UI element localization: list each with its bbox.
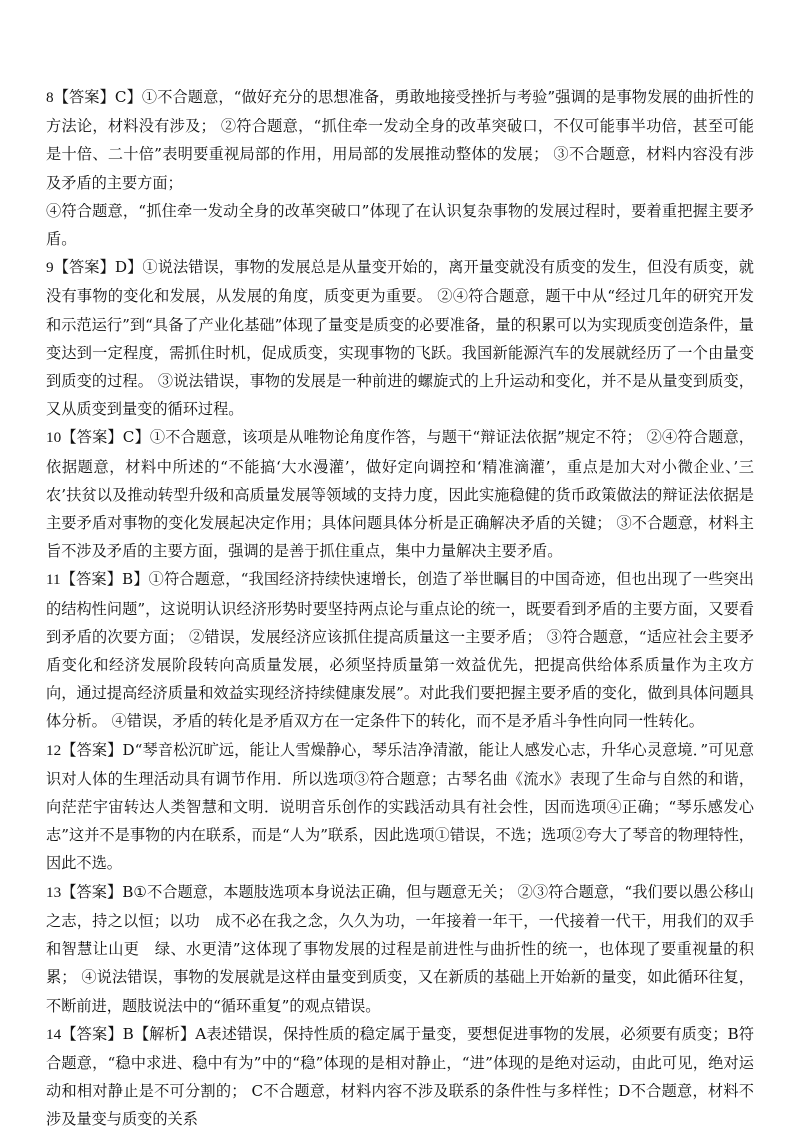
answer-8 <box>46 83 754 197</box>
answer-12 <box>46 736 754 878</box>
answer-9 <box>46 253 754 423</box>
answer-13 <box>46 878 754 1020</box>
answer-text: 【答案】B【解析】A表述错误，保持性质的稳定属于量变，要想促进事物的发展，必须要有质变；B符合题意，“稳中求进、稳中有为”中的“稳”体现的是相对静止，“进”体现的是绝对运动，由此可见，绝对运动和相对静止是不可分割的； C不合题意，材料内容不涉及联系的条件性与多样性；D不合题意，材料不涉及量变与质变的关系 <box>46 1024 754 1129</box>
question-number: 12 <box>46 741 62 759</box>
answer-11 <box>46 565 754 735</box>
answer-key-document <box>46 83 754 1134</box>
answer-text: ④符合题意，“抓住牵一发动全身的改革突破口”体现了在认识复杂事物的发展过程时，要着重把握主要矛盾。 <box>46 201 754 249</box>
answer-text: 【答案】B①不合题意，本题肢选项本身说法正确，但与题意无关； ②③符合题意，“我们要以愚公移山之志，持之以恒；以功 成不必在我之念，久久为功，一年接着一年干，一代接着一代干，用我们的双手和智慧让山更 绿、水更清”这体现了事物发展的过程是前进性与曲折性的统一，也体现了要重视量的积累； ④说法错误，事物的发展就是这样由量变到质变，又在新质的基础上开始新的量变，如此循环往复，不断前进，题肢说法中的“循环重复”的观点错误。 <box>46 882 754 1015</box>
question-number: 13 <box>46 883 62 901</box>
question-number: 8 <box>46 89 54 106</box>
answer-text: 【答案】D“琴音松沉旷远，能让人雪燥静心，琴乐洁净清澈，能让人感发心志，升华心灵意境．”可见意识对人体的生理活动具有调节作用．所以选项③符合题意；古琴名曲《流水》表现了生命与自然的和谐，向茫茫宇宙转达人类智慧和文明．说明音乐创作的实践活动具有社会性，因而选项④正确；“琴乐感发心志”这并不是事物的内在联系，而是“人为”联系，因此选项①错误，不选；选项②夸大了琴音的物理特性，因此不选。 <box>46 740 754 873</box>
answer-10 <box>46 423 754 565</box>
question-number: 10 <box>46 429 62 447</box>
answer-8-continuation <box>46 197 754 253</box>
answer-text: 【答案】D】①说法错误，事物的发展总是从量变开始的，离开量变就没有质变的发生，但没有质变，就没有事物的变化和发展，从发展的角度，质变更为重要。 ②④符合题意，题干中从“经过几年的研究开发和示范运行”到“具备了产业化基础”体现了量变是质变的必要准备，量的积累可以为实现质变创造条件，量变达到一定程度，需抓住时机，促成质变，实现事物的飞跃。我国新能源汽车的发展就经历了一个由量变到质变的过程。 ③说法错误，事物的发展是一种前进的螺旋式的上升运动和变化，并不是从量变到质变，又从质变到量变的循环过程。 <box>46 258 754 419</box>
answer-text: 【答案】C】①不合题意，该项是从唯物论角度作答，与题干“辩证法依据”规定不符； ②④符合题意，依据题意，材料中所述的“不能搞‘大水漫灌’，做好定向调控和‘精准滴灌’，重点是加大对小微企业、’三农’扶贫以及推动转型升级和高质量发展等领域的支持力度，因此实施稳健的货币政策做法的辩证法依据是主要矛盾对事物的变化发展起决定作用；具体问题具体分析是正确解决矛盾的关键； ③不合题意，材料主旨不涉及矛盾的主要方面，强调的是善于抓住重点，集中力量解决主要矛盾。 <box>46 428 754 561</box>
question-number: 11 <box>46 571 61 589</box>
answer-14 <box>46 1020 754 1134</box>
answer-text: 【答案】B】①符合题意，“我国经济持续快速增长，创造了举世瞩目的中国奇迹，但也出现了一些突出的结构性问题”，这说明认识经济形势时要坚持两点论与重点论的统一，既要看到矛盾的主要方面，又要看到矛盾的次要方面； ②错误，发展经济应该抓住提高质量这一主要矛盾； ③符合题意，“适应社会主要矛盾变化和经济发展阶段转向高质量发展，必须坚持质量第一效益优先，把提高供给体系质量作为主攻方向，通过提高经济质量和效益实现经济持续健康发展”。对此我们要把握主要矛盾的变化，做到具体问题具体分析。 ④错误，矛盾的转化是矛盾双方在一定条件下的转化，而不是矛盾斗争性向同一性转化。 <box>46 570 754 731</box>
answer-text: 【答案】C】①不合题意，“做好充分的思想准备，勇敢地接受挫折与考验”强调的是事物发展的曲折性的方法论，材料没有涉及； ②符合题意，“抓住牵一发动全身的改革突破口，不仅可能事半功倍，甚至可能是十倍、二十倍”表明要重视局部的作用，用局部的发展推动整体的发展； ③不合题意，材料内容没有涉及矛盾的主要方面； <box>46 88 754 192</box>
question-number: 9 <box>46 259 54 277</box>
question-number: 14 <box>46 1025 62 1043</box>
